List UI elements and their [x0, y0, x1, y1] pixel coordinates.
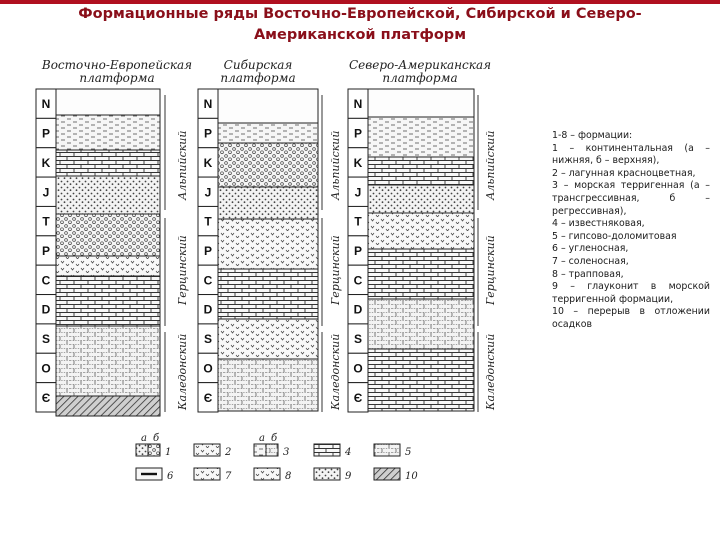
column-north-american: [368, 89, 474, 411]
legend-line: 3 – морская терригенная (а – трансгрессивная, б – регрессивная),: [552, 180, 710, 217]
column-heading-north-american: Северо-Американская: [348, 58, 492, 72]
period-label: T: [42, 214, 50, 229]
column-heading-siberian: Сибирская: [223, 58, 293, 72]
period-label: K: [203, 155, 213, 170]
period-label: P: [41, 244, 51, 258]
legend-item-2: 2: [225, 447, 232, 458]
period-label: Є: [353, 390, 363, 405]
stage-caledonian-1: Каледонский: [176, 333, 189, 410]
stage-caledonian-3: Каледонский: [484, 333, 497, 410]
stage-alpine-2: Альпийский: [329, 130, 342, 200]
period-label: D: [353, 302, 363, 317]
period-label: P: [353, 244, 363, 258]
period-label: N: [41, 97, 51, 112]
legend-text-block: [552, 130, 710, 332]
legend-line: 5 – гипсово-доломитовая: [552, 230, 677, 242]
legend-line: 8 – трапповая,: [552, 268, 624, 280]
period-label: N: [353, 97, 363, 112]
period-label: C: [203, 273, 213, 288]
legend-line: 1 – континентальная (а – нижняя, б – верхняя),: [552, 142, 710, 167]
period-label: K: [41, 155, 51, 170]
legend-line: 10 – перерыв в отложении осадков: [552, 306, 710, 330]
period-label: S: [41, 332, 51, 347]
period-label: J: [354, 185, 362, 200]
legend-line: 6 – угленосная,: [552, 243, 629, 255]
legend-line: 9 – глауконит в морской терригенной формации,: [552, 281, 710, 305]
period-label: P: [41, 126, 51, 141]
stage-alpine-1: Альпийский: [176, 130, 189, 200]
period-label: K: [353, 155, 363, 170]
stage-caledonian-2: Каледонский: [329, 333, 342, 410]
stage-hercynian-3: Герцинский: [484, 235, 497, 305]
period-label: S: [203, 332, 213, 347]
legend-b-label: б: [153, 433, 160, 444]
period-label: O: [41, 361, 51, 376]
stage-hercynian-1: Герцинский: [176, 235, 189, 305]
column-heading-east-european: Восточно-Европейская: [41, 58, 193, 72]
legend-line: 1-8 – формации:: [552, 130, 633, 141]
stage-hercynian-2: Герцинский: [329, 235, 342, 305]
legend-a-label: а: [141, 433, 147, 444]
legend-line: 2 – лагунная красноцветная,: [552, 167, 696, 179]
period-label: O: [203, 361, 213, 376]
period-label: P: [203, 126, 213, 141]
column-heading-siberian-line2: платформа: [220, 71, 296, 85]
period-label: D: [203, 302, 213, 317]
legend-item-9: 9: [345, 471, 352, 482]
period-label: D: [41, 302, 51, 317]
period-label: O: [353, 361, 363, 376]
period-label: J: [204, 185, 212, 200]
legend-item-7: 7: [225, 471, 232, 482]
column-siberian: [218, 89, 318, 411]
period-label: P: [353, 126, 363, 141]
legend-line: 4 – известняковая,: [552, 218, 645, 230]
column-east-european: [56, 89, 160, 416]
period-label: Є: [203, 390, 213, 405]
stage-alpine-3: Альпийский: [484, 130, 497, 200]
period-label: T: [354, 214, 362, 229]
period-label: N: [203, 97, 213, 112]
column-heading-east-european-line2: платформа: [79, 71, 155, 85]
legend-item-8: 8: [285, 471, 292, 482]
legend-line: 7 – соленосная,: [552, 255, 629, 267]
legend-symbols: [136, 433, 418, 482]
period-label: J: [42, 185, 50, 200]
legend-b-label-3: б: [271, 433, 278, 444]
legend-item-1: 1: [165, 447, 172, 458]
period-label: Є: [41, 390, 51, 405]
legend-item-10: 10: [405, 471, 418, 482]
legend-item-3: 3: [283, 447, 290, 458]
slide-title: Формационные ряды Восточно-Европейской, Сибирской и Северо-Американской платформ: [78, 6, 642, 43]
period-label: S: [353, 332, 363, 347]
period-label: C: [353, 273, 363, 288]
column-heading-north-american-line2: платформа: [382, 71, 458, 85]
period-label: C: [41, 273, 51, 288]
legend-a-label-3: а: [259, 433, 265, 444]
period-label: T: [204, 214, 212, 229]
legend-item-6: 6: [167, 471, 174, 482]
period-label: P: [203, 244, 213, 258]
legend-item-4: 4: [345, 447, 352, 458]
legend-item-5: 5: [405, 447, 412, 458]
